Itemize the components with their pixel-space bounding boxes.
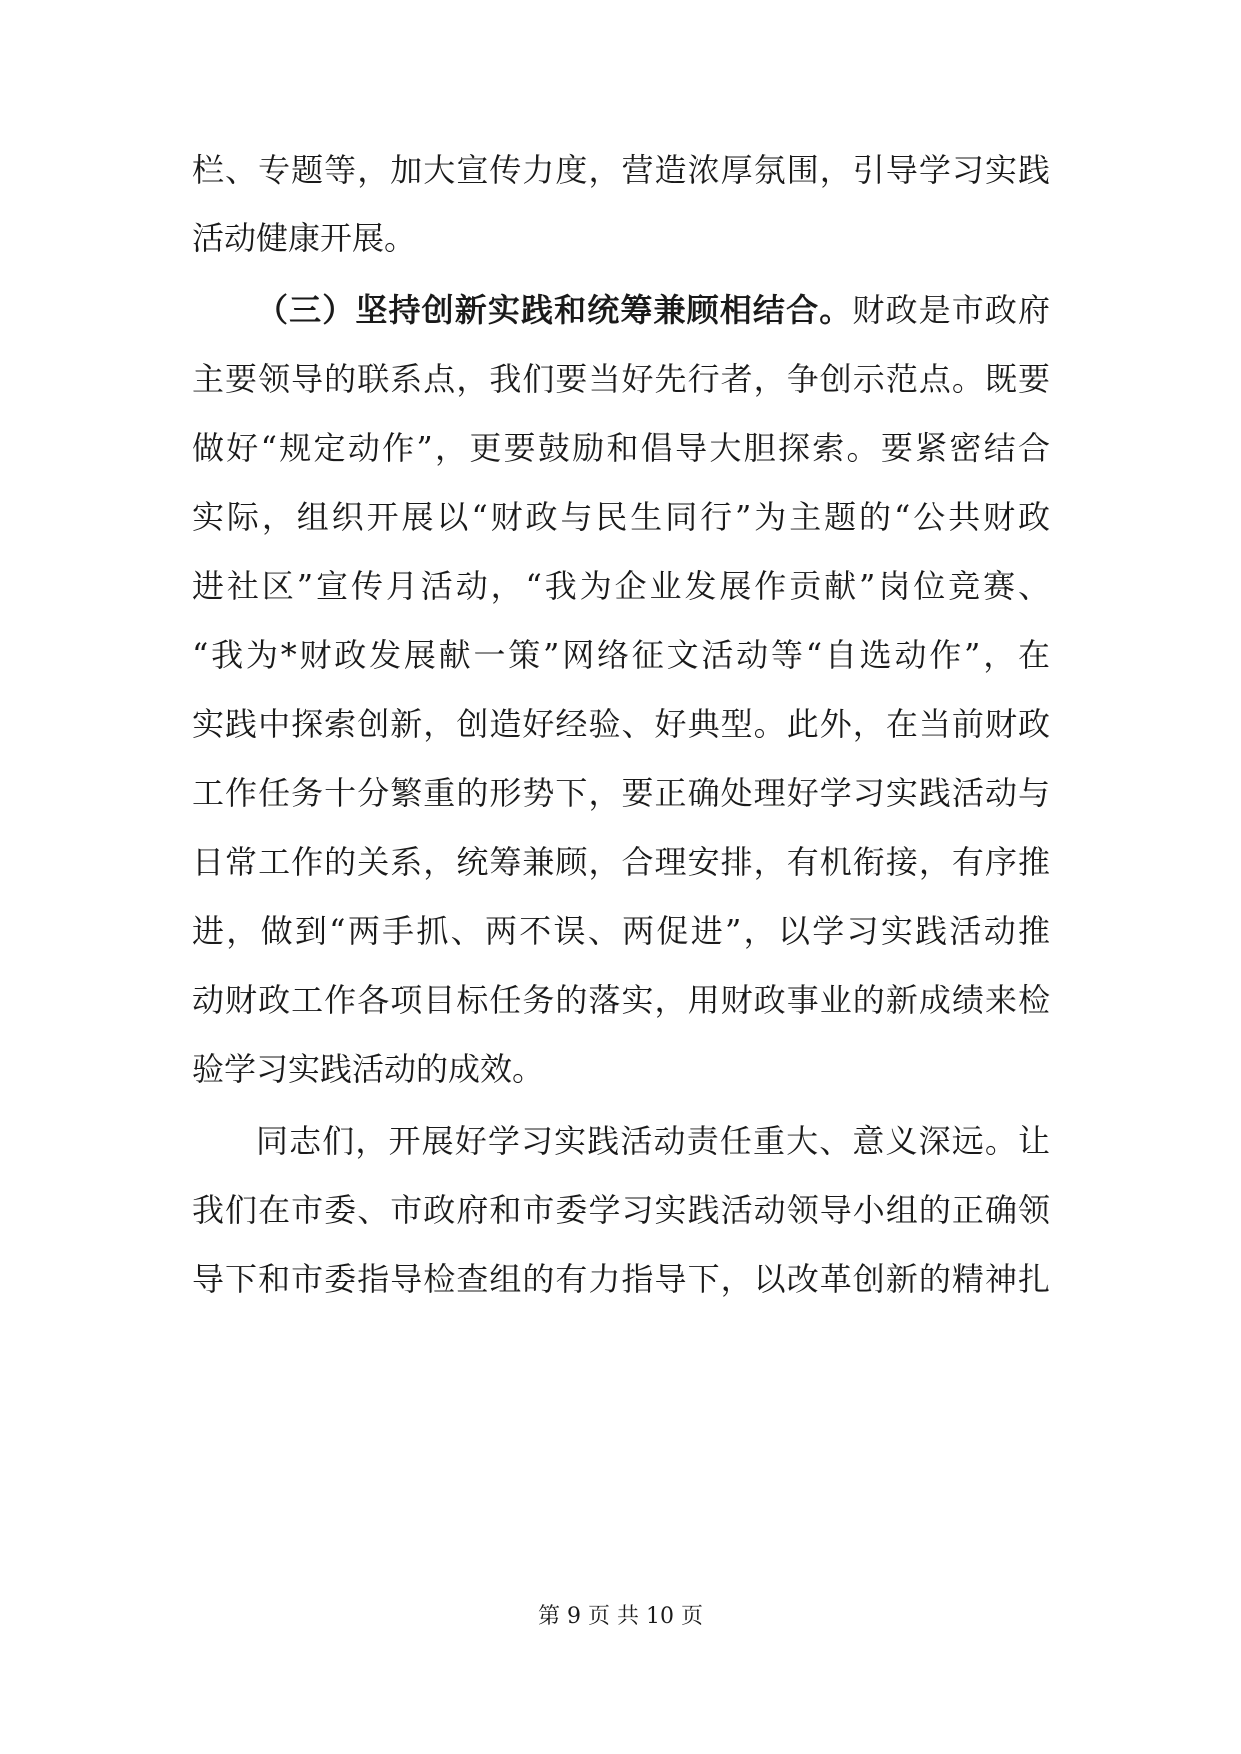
- paragraph-line: 主要领导的联系点，我们要当好先行者，争创示范点。既要: [192, 360, 1050, 398]
- paragraph-line: 工作任务十分繁重的形势下，要正确处理好学习实践活动与: [192, 774, 1050, 812]
- section-heading: （三）坚持创新实践和统筹兼顾相结合。: [256, 291, 853, 329]
- paragraph-line: 导下和市委指导检查组的有力指导下，以改革创新的精神扎: [192, 1260, 1050, 1298]
- paragraph-line: 实际，组织开展以“财政与民生同行”为主题的“公共财政: [192, 498, 1050, 536]
- heading-line-rest: 财政是市政府: [852, 291, 1050, 329]
- paragraph-line: 做好“规定动作”，更要鼓励和倡导大胆探索。要紧密结合: [192, 429, 1050, 467]
- paragraph-line: 活动健康开展。: [192, 219, 417, 257]
- paragraph-line: 验学习实践活动的成效。: [192, 1050, 545, 1088]
- page-number-footer: 第 9 页 共 10 页: [538, 1604, 703, 1629]
- paragraph-line: 我们在市委、市政府和市委学习实践活动领导小组的正确领: [192, 1191, 1050, 1229]
- paragraph-line: 进社区”宣传月活动，“我为企业发展作贡献”岗位竞赛、: [192, 567, 1050, 605]
- paragraph-first-line: 同志们，开展好学习实践活动责任重大、意义深远。让: [256, 1122, 1050, 1160]
- paragraph-line: “我为*财政发展献一策”网络征文活动等“自选动作”，在: [192, 636, 1050, 674]
- paragraph-line: 日常工作的关系，统筹兼顾，合理安排，有机衔接，有序推: [192, 843, 1050, 881]
- paragraph-line: 动财政工作各项目标任务的落实，用财政事业的新成绩来检: [192, 981, 1050, 1019]
- paragraph-line: 栏、专题等，加大宣传力度，营造浓厚氛围，引导学习实践: [192, 151, 1050, 189]
- paragraph-line: 进，做到“两手抓、两不误、两促进”，以学习实践活动推: [192, 912, 1050, 950]
- paragraph-first-line: [256, 288, 1050, 332]
- paragraph-line: 实践中探索创新，创造好经验、好典型。此外，在当前财政: [192, 705, 1050, 743]
